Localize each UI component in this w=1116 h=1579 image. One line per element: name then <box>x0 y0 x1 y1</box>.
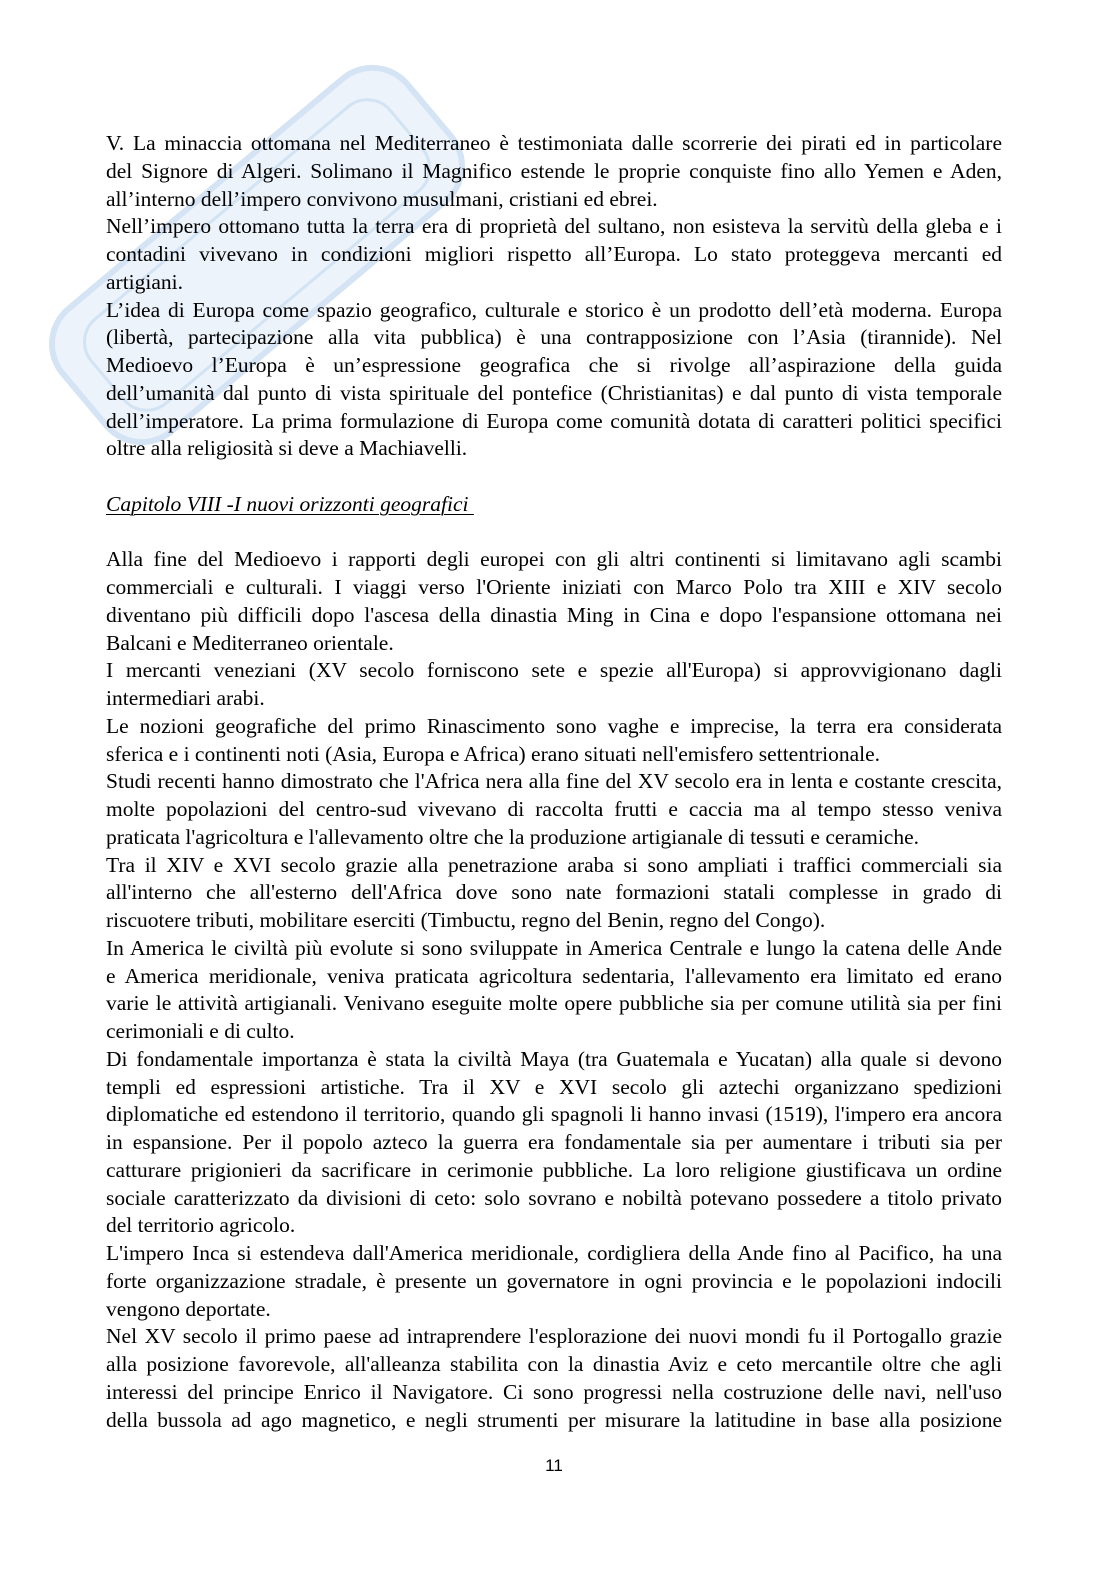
text-line: del territorio agricolo. <box>106 1213 296 1238</box>
text-line: della bussola ad ago magnetico, e negli strumenti per misurare la latitudine in base alla posizione <box>106 1407 1002 1432</box>
text-line: Medioevo l’Europa è un’espressione geografica che si rivolge all’aspirazione della guida <box>106 353 1002 377</box>
text-line: praticata l'agricoltura e l'allevamento oltre che la produzione artigianale di tessuti e ceramiche. <box>106 824 920 849</box>
text-line: del Signore di Algeri. Solimano il Magnifico estende le proprie conquiste fino allo Yemen e Aden, <box>106 158 1002 183</box>
paragraph <box>106 130 1002 213</box>
text-line: Balcani e Mediterraneo orientale. <box>106 630 394 655</box>
text-line: Studi recenti hanno dimostrato che l'Africa nera alla fine del XV secolo era in lenta e costante crescita, <box>106 769 1002 794</box>
text-line: forte organizzazione stradale, è presente un governatore in ogni provincia e le popolazioni indocili <box>106 1268 1002 1293</box>
chapter-heading: Capitolo VIII -I nuovi orizzonti geografici <box>106 491 474 516</box>
paragraph <box>106 1240 1002 1323</box>
paragraph <box>106 657 1002 713</box>
text-line: dell’umanità dal punto di vista spirituale del pontefice (Christianitas) e dal punto di vista temporale <box>106 380 1002 405</box>
text-line: In America le civiltà più evolute si sono sviluppate in America Centrale e lungo la catena delle Ande <box>106 935 1002 960</box>
text-line: Di fondamentale importanza è stata la civiltà Maya (tra Guatemala e Yucatan) alla quale si devono <box>106 1046 1002 1071</box>
paragraph <box>106 546 1002 657</box>
text-line: L’idea di Europa come spazio geografico, culturale e storico è un prodotto dell’età moderna. Europa <box>106 297 1002 322</box>
text-line: varie le attività artigianali. Venivano eseguite molte opere pubbliche sia per comune utilità sia per fini <box>106 991 1002 1016</box>
paragraph <box>106 768 1002 851</box>
text-line: dell’imperatore. La prima formulazione di Europa come comunità dotata di caratteri politici specifici <box>106 408 1002 433</box>
text-line: templi ed espressioni artistiche. Tra il XV e XVI secolo gli aztechi organizzano spedizioni <box>106 1074 1002 1099</box>
text-line: commerciali e culturali. I viaggi verso l'Oriente iniziati con Marco Polo tra XIII e XIV secolo <box>106 575 1002 599</box>
text-line: in espansione. Per il popolo azteco la guerra era fondamentale sia per aumentare i tributi sia per <box>106 1130 1002 1154</box>
blank-line <box>106 463 1002 491</box>
text-line: Nel XV secolo il primo paese ad intraprendere l'esplorazione dei nuovi mondi fu il Portogallo grazie <box>106 1324 1002 1349</box>
blank-line <box>106 519 1002 547</box>
paragraph <box>106 852 1002 935</box>
paragraph <box>106 713 1002 769</box>
text-line: sferica e i continenti noti (Asia, Europa e Africa) erano situati nell'emisfero settentrionale. <box>106 741 880 766</box>
paragraph <box>106 213 1002 296</box>
text-line: Tra il XIV e XVI secolo grazie alla penetrazione araba si sono ampliati i traffici commerciali sia <box>106 852 1002 877</box>
text-line: Alla fine del Medioevo i rapporti degli europei con gli altri continenti si limitavano agli scambi <box>106 547 1002 572</box>
body-text <box>106 130 1002 1434</box>
text-line: oltre alla religiosità si deve a Machiavelli. <box>106 436 468 461</box>
text-line: intermediari arabi. <box>106 686 265 710</box>
page-number: 11 <box>545 1456 563 1475</box>
text-line: diplomatiche ed estendono il territorio, quando gli spagnoli li hanno invasi (1519), l'impero era ancora <box>106 1102 1002 1127</box>
text-line: sociale caratterizzato da divisioni di ceto: solo sovrano e nobiltà potevano possedere a titolo privato <box>106 1185 1002 1210</box>
text-line: (libertà, partecipazione alla vita pubblica) è una contrapposizione con l’Asia (tirannide). Nel <box>106 325 1002 350</box>
paragraph <box>106 1046 1002 1240</box>
text-line: contadini vivevano in condizioni migliori rispetto all’Europa. Lo stato proteggeva mercanti ed <box>106 242 1002 266</box>
text-line: L'impero Inca si estendeva dall'America meridionale, cordigliera della Ande fino al Pacifico, ha una <box>106 1241 1002 1265</box>
text-line: catturare prigionieri da sacrificare in cerimonie pubbliche. La loro religione giustificava un ordine <box>106 1157 1002 1182</box>
text-line: e America meridionale, veniva praticata agricoltura sedentaria, l'allevamento era limitato ed erano <box>106 963 1002 988</box>
text-line: all’interno dell’impero convivono musulmani, cristiani ed ebrei. <box>106 186 658 211</box>
text-line: I mercanti veneziani (XV secolo forniscono sete e spezie all'Europa) si approvvigionano dagli <box>106 658 1002 683</box>
text-line: interessi del principe Enrico il Navigatore. Ci sono progressi nella costruzione delle navi, nell'uso <box>106 1379 1002 1404</box>
text-line: riscuotere tributi, mobilitare eserciti (Timbuctu, regno del Benin, regno del Congo). <box>106 908 826 932</box>
text-line: Le nozioni geografiche del primo Rinascimento sono vaghe e imprecise, la terra era considerata <box>106 713 1002 738</box>
text-line: cerimoniali e di culto. <box>106 1019 295 1043</box>
chapter-heading-row <box>106 491 1002 519</box>
text-line: alla posizione favorevole, all'alleanza stabilita con la dinastia Aviz e ceto mercantile oltre che agli <box>106 1352 1002 1376</box>
text-line: all'interno che all'esterno dell'Africa dove sono nate formazioni statali complesse in grado di <box>106 880 1002 905</box>
text-line: Nell’impero ottomano tutta la terra era di proprietà del sultano, non esisteva la servitù della gleba e i <box>106 214 1002 239</box>
paragraph <box>106 935 1002 1046</box>
text-line: artigiani. <box>106 269 184 294</box>
text-line: molte popolazioni del centro-sud vivevano di raccolta frutti e caccia ma al tempo stesso veniva <box>106 797 1002 821</box>
text-line: V. La minaccia ottomana nel Mediterraneo è testimoniata dalle scorrerie dei pirati ed in particolare <box>106 131 1002 155</box>
paragraph <box>106 1323 1002 1434</box>
text-line: diventano più difficili dopo l'ascesa della dinastia Ming in Cina e dopo l'espansione ottomana nei <box>106 602 1002 627</box>
paragraph <box>106 297 1002 464</box>
text-line: vengono deportate. <box>106 1296 271 1321</box>
